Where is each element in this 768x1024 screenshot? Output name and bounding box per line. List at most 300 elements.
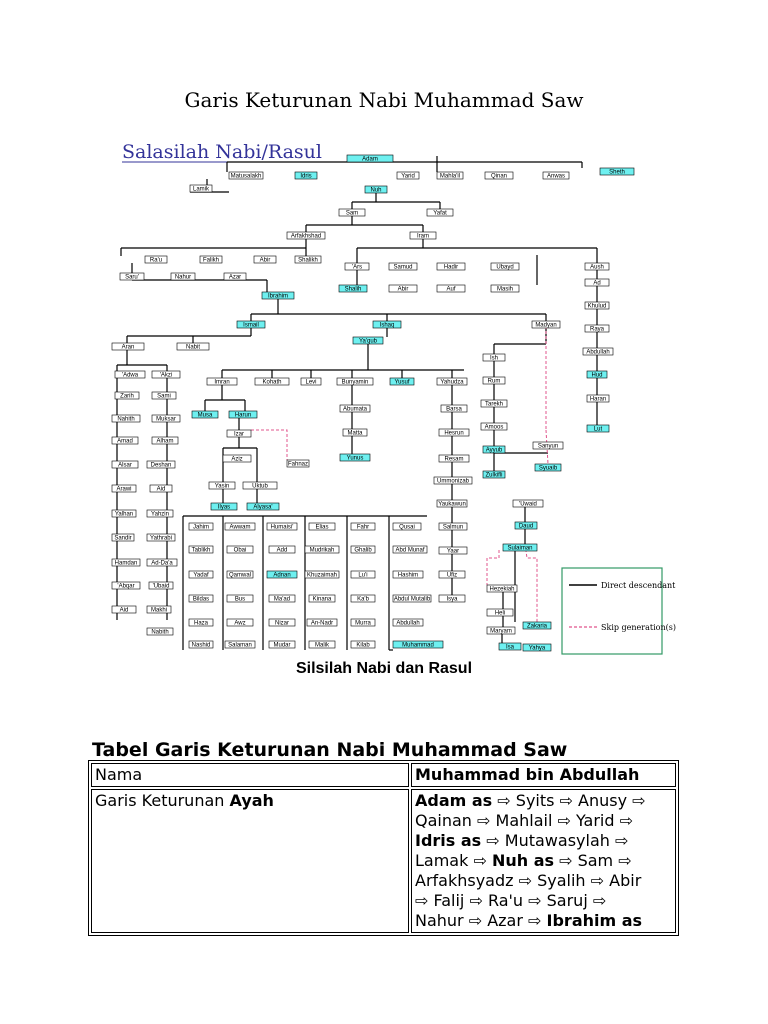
tree-node xyxy=(295,256,321,264)
tree-node-label: Bildas xyxy=(192,596,210,603)
tree-node-label: An-Nadr xyxy=(310,620,334,627)
tree-node xyxy=(393,641,443,649)
tree-node xyxy=(189,619,213,627)
tree-node-label: Yaukawun xyxy=(438,501,466,508)
lineage-line xyxy=(415,891,672,911)
table-title: Tabel Garis Keturunan Nabi Muhammad Saw xyxy=(92,739,568,761)
tree-node-label: Adnan xyxy=(273,572,291,579)
tree-node-label: Ra'u xyxy=(149,257,163,264)
tree-node-label: Yusuf xyxy=(394,379,410,386)
tree-node xyxy=(189,641,213,649)
tree-node xyxy=(112,343,144,351)
tree-node-label: Abd Munaf xyxy=(395,547,425,554)
tree-node-label: Shalih xyxy=(344,286,362,293)
tree-node xyxy=(513,500,543,508)
tree-node-label: Ghalib xyxy=(354,547,372,554)
tree-node-label: Add xyxy=(276,547,288,554)
tree-node xyxy=(351,546,375,554)
tree-node-label: Ishaq xyxy=(379,322,395,329)
tree-node xyxy=(269,619,295,627)
tree-node xyxy=(499,643,521,651)
tree-node-label: Sulaiman xyxy=(507,545,533,552)
tree-node xyxy=(351,641,375,649)
tree-node xyxy=(305,571,339,579)
tree-node xyxy=(365,186,387,194)
family-tree-diagram xyxy=(107,130,677,655)
lineage-text: ⇨ Falij ⇨ Ra'u ⇨ Saruj ⇨ xyxy=(415,891,607,910)
tree-node-label: Iram xyxy=(417,233,429,240)
tree-node-label: 'Uwaid xyxy=(519,501,537,508)
tree-node-label: Tablikh xyxy=(191,547,211,554)
tree-node xyxy=(393,546,427,554)
tree-node xyxy=(243,482,277,490)
tree-node xyxy=(535,464,561,472)
tree-node xyxy=(189,595,213,603)
tree-node xyxy=(439,429,469,437)
tree-node xyxy=(227,595,253,603)
tree-node xyxy=(307,619,337,627)
tree-node-label: Yafat xyxy=(433,210,447,217)
tree-node-label: Falikh xyxy=(202,257,220,264)
tree-node xyxy=(112,534,134,542)
tree-node-label: Resam xyxy=(444,456,464,463)
tree-node-label: Anwas xyxy=(546,173,566,180)
tree-node xyxy=(112,415,140,423)
table-row xyxy=(91,789,676,933)
tree-node-label: Hesrun xyxy=(444,430,464,437)
tree-node-label: Kinana xyxy=(312,596,332,603)
tree-node xyxy=(223,455,251,463)
tree-node-label: Jahim xyxy=(192,524,210,531)
tree-node-label: 'Abqar xyxy=(117,583,135,590)
tree-node xyxy=(600,168,634,176)
tree-node-label: Yahudza xyxy=(440,379,464,386)
tree-node xyxy=(255,378,289,386)
tree-node-label: Bunyamin xyxy=(341,379,369,386)
tree-node xyxy=(481,400,507,408)
lineage-line xyxy=(415,831,672,851)
tree-node-label: Kilab xyxy=(356,642,370,649)
tree-node xyxy=(487,609,513,617)
tree-node-label: Muhammad xyxy=(402,642,434,649)
tree-node xyxy=(112,485,136,493)
tree-node-label: Yadaf xyxy=(193,572,209,579)
tree-node xyxy=(152,371,180,379)
tree-node xyxy=(343,429,367,437)
tree-node xyxy=(147,534,175,542)
tree-node-label: Aid xyxy=(119,607,129,614)
tree-node xyxy=(287,232,325,240)
tree-node-label: Maryam xyxy=(490,628,512,635)
tree-node-label: Mahla'il xyxy=(439,173,461,180)
tree-node-label: Nabith xyxy=(151,629,169,636)
tree-node-label: Makhi xyxy=(150,607,168,614)
tree-node xyxy=(227,546,253,554)
tree-node-label: Syuaib xyxy=(538,465,558,472)
tree-node xyxy=(393,619,423,627)
tree-node xyxy=(229,172,263,180)
tree-node-label: Ilyas xyxy=(217,504,231,511)
tree-node xyxy=(397,172,419,180)
tree-node-label: Ibrahim xyxy=(267,293,289,300)
tree-node xyxy=(439,595,465,603)
tree-node xyxy=(189,523,213,531)
tree-node-label: Hamdan xyxy=(114,560,138,567)
lineage-prophet-name: Idris as xyxy=(415,831,482,850)
tree-node-label: Khulud xyxy=(587,303,607,310)
header-cell-name: Nama xyxy=(91,763,409,787)
tree-node-label: Sami xyxy=(157,393,171,400)
tree-node xyxy=(515,522,537,530)
tree-node xyxy=(353,337,383,345)
tree-node-label: Izar xyxy=(233,431,245,438)
tree-node xyxy=(267,523,297,531)
tree-node xyxy=(523,622,551,630)
tree-node xyxy=(190,185,212,193)
tree-node-label: Isya xyxy=(446,596,458,603)
tree-node xyxy=(147,461,175,469)
tree-node-label: Nahith xyxy=(117,416,135,423)
tree-node xyxy=(147,510,173,518)
lineage-prophet-name: Adam as xyxy=(415,791,493,810)
tree-node-label: Ayyub xyxy=(485,447,503,454)
tree-node-label: Masih xyxy=(496,286,514,293)
tree-node-label: Abir xyxy=(259,257,271,264)
lineage-cell xyxy=(411,789,676,933)
tree-node xyxy=(301,378,321,386)
tree-node-label: 'Adwa xyxy=(121,372,139,379)
tree-node xyxy=(543,172,569,180)
tree-node xyxy=(441,405,467,413)
tree-node-label: Elias xyxy=(315,524,329,531)
tree-node-label: Aran xyxy=(121,344,135,351)
tree-node xyxy=(152,437,178,445)
tree-node xyxy=(410,232,436,240)
lineage-table xyxy=(88,760,679,936)
tree-node-label: Yahya xyxy=(528,645,546,652)
tree-node-label: Fahr xyxy=(356,524,370,531)
tree-node xyxy=(339,285,367,293)
tree-node xyxy=(439,571,465,579)
tree-node xyxy=(437,285,465,293)
tree-node-label: Adam xyxy=(362,156,378,163)
tree-node xyxy=(587,371,607,379)
tree-node xyxy=(112,606,136,614)
tree-node-label: Muksar xyxy=(156,416,176,423)
tree-node-label: Matusalakh xyxy=(230,173,262,180)
tree-node-label: Ad-Da'a xyxy=(151,560,173,567)
tree-node-label: Zarih xyxy=(120,393,134,400)
tree-node-label: Yasin xyxy=(214,483,230,490)
figure-caption: Silsilah Nabi dan Rasul xyxy=(295,660,473,677)
tree-node xyxy=(481,423,507,431)
tree-node-label: Lut xyxy=(593,426,603,433)
tree-node-label: Arfakhshad xyxy=(290,233,322,240)
tree-node-label: Ma'ad xyxy=(273,596,291,603)
lineage-line xyxy=(415,811,672,831)
tree-node xyxy=(225,523,255,531)
tree-node-label: Sanyun xyxy=(537,443,559,450)
tree-node xyxy=(309,641,335,649)
tree-node xyxy=(152,415,180,423)
tree-node-label: Isa xyxy=(505,644,515,651)
tree-nodes xyxy=(112,155,634,652)
legend xyxy=(562,568,676,654)
tree-node xyxy=(340,454,370,462)
tree-node xyxy=(439,547,467,555)
tree-node-label: Aziz xyxy=(231,456,243,463)
tree-node-label: Hadir xyxy=(443,264,459,271)
tree-node xyxy=(487,627,515,635)
tree-node xyxy=(227,430,251,438)
tree-node-label: Sandir xyxy=(114,535,132,542)
tree-node-label: Nahur xyxy=(174,274,192,281)
tree-node-label: Qamwal xyxy=(228,572,252,579)
tree-node xyxy=(267,571,297,579)
header-cell-person: Muhammad bin Abdullah xyxy=(411,763,676,787)
tree-node xyxy=(337,378,373,386)
lineage-text: ⇨ Mutawasylah ⇨ xyxy=(481,831,629,850)
table-header-row xyxy=(91,763,676,787)
tree-node-label: Auf xyxy=(446,286,456,293)
tree-node-label: Imran xyxy=(214,379,230,386)
tree-node-label: Hud xyxy=(591,372,603,379)
tree-node-label: Yalhan xyxy=(114,511,134,518)
tree-node-label: Nizar xyxy=(274,620,290,627)
tree-node-label: Abdullah xyxy=(586,349,610,356)
lineage-text: Qainan ⇨ Mahlail ⇨ Yarid ⇨ xyxy=(415,811,634,830)
tree-node xyxy=(211,503,237,511)
tree-node xyxy=(287,460,309,468)
tree-node-label: 'Ars xyxy=(351,264,363,271)
tree-node-label: Lu'i xyxy=(358,572,368,579)
tree-node xyxy=(437,172,463,180)
tree-node-label: Heli xyxy=(494,610,506,617)
tree-node xyxy=(207,378,237,386)
tree-node-label: Nuh xyxy=(370,187,382,194)
tree-node xyxy=(295,172,317,180)
tree-node-label: Uktub xyxy=(252,483,268,490)
tree-node xyxy=(200,256,222,264)
lineage-text: Lamak ⇨ xyxy=(415,851,492,870)
tree-node xyxy=(485,172,513,180)
tree-node-label: Sheth xyxy=(609,169,625,176)
tree-node xyxy=(247,503,279,511)
tree-node xyxy=(351,571,375,579)
tree-node-label: Yathrabi xyxy=(150,535,172,542)
tree-node-label: 'Ubaid xyxy=(152,583,170,590)
tree-node xyxy=(585,325,609,333)
tree-node xyxy=(587,395,609,403)
tree-node xyxy=(115,371,145,379)
tree-node-label: Mudar xyxy=(273,642,291,649)
tree-node-label: Ish xyxy=(489,355,499,362)
lineage-text: ⇨ Syits ⇨ Anusy ⇨ xyxy=(492,791,646,810)
tree-node xyxy=(189,571,213,579)
tree-node-label: Nabit xyxy=(185,344,201,351)
tree-node xyxy=(483,471,505,479)
tree-node xyxy=(389,263,417,271)
tree-node xyxy=(309,595,335,603)
tree-node xyxy=(147,559,177,567)
tree-node-label: Hezekiah xyxy=(489,586,515,593)
tree-node xyxy=(437,263,465,271)
tree-node-label: Awz xyxy=(234,620,246,627)
tree-node-label: Abdul Mutalib xyxy=(393,596,431,603)
tree-node-label: Qinan xyxy=(490,173,508,180)
tree-node-label: Yaar xyxy=(446,548,460,555)
lineage-line xyxy=(415,871,672,891)
tree-node xyxy=(171,273,195,281)
tree-node xyxy=(439,455,469,463)
tree-node-label: Salmun xyxy=(442,524,464,531)
lineage-text: Arfakhsyadz ⇨ Syalih ⇨ Abir xyxy=(415,871,642,890)
tree-node xyxy=(115,392,139,400)
tree-heading: Salasilah Nabi/Rasul xyxy=(122,141,322,163)
tree-node-label: Idris xyxy=(300,173,312,180)
tree-node xyxy=(427,209,453,217)
tree-node-label: Levi xyxy=(305,379,317,386)
tree-node-label: Salaman xyxy=(228,642,252,649)
lineage-line xyxy=(415,851,672,871)
tree-node-label: 'Akzi xyxy=(159,372,173,379)
tree-node-label: Ad xyxy=(593,280,601,287)
tree-node xyxy=(351,523,375,531)
tree-node xyxy=(393,523,421,531)
tree-node-label: Sam xyxy=(345,210,359,217)
tree-node xyxy=(227,619,253,627)
tree-node xyxy=(437,378,467,386)
tree-node xyxy=(112,510,136,518)
tree-node xyxy=(393,571,423,579)
tree-node xyxy=(269,595,295,603)
tree-node-label: Qusai xyxy=(399,524,415,531)
tree-node xyxy=(112,461,138,469)
tree-node xyxy=(147,628,173,636)
tree-node-label: Shalikh xyxy=(298,257,318,264)
tree-node-label: Azar xyxy=(228,274,242,281)
tree-node-label: Abdullah xyxy=(396,620,420,627)
tree-node xyxy=(437,500,467,508)
tree-node-label: Amoos xyxy=(484,424,504,431)
tree-node xyxy=(145,256,167,264)
tree-node xyxy=(209,482,235,490)
tree-node-label: Murra xyxy=(355,620,371,627)
tree-node-label: Abir xyxy=(397,286,409,293)
tree-node xyxy=(269,641,295,649)
lineage-prophet-name: Ibrahim as xyxy=(546,911,643,930)
legend-direct: Direct descendant xyxy=(601,581,676,590)
tree-node xyxy=(152,392,176,400)
tree-node-label: Yarid xyxy=(401,173,415,180)
tree-node xyxy=(227,571,253,579)
tree-node-label: Nashid xyxy=(191,642,211,649)
tree-node xyxy=(491,285,519,293)
tree-node xyxy=(439,523,467,531)
tree-node xyxy=(177,343,209,351)
tree-node xyxy=(483,446,505,454)
tree-node-label: Alsar xyxy=(118,462,132,469)
tree-node xyxy=(585,263,609,271)
tree-node xyxy=(120,273,144,281)
tree-node-label: Zulkifli xyxy=(485,472,503,479)
tree-node-label: Haza xyxy=(193,620,209,627)
tree-node xyxy=(483,377,505,385)
tree-node xyxy=(585,302,609,310)
tree-node xyxy=(533,442,563,450)
tree-node xyxy=(587,425,609,433)
tree-node xyxy=(237,321,265,329)
tree-node-label: Khuzaimah xyxy=(306,572,338,579)
tree-node-label: Alham xyxy=(156,438,174,445)
tree-node xyxy=(389,285,417,293)
tree-node-label: Rum xyxy=(487,378,501,385)
tree-node xyxy=(487,585,517,593)
tree-node-label: Yunus xyxy=(346,455,364,462)
row-label-cell xyxy=(91,789,409,933)
tree-node-label: Malik xyxy=(314,642,330,649)
tree-node-label: Ka'b xyxy=(357,596,369,603)
tree-node-label: Ya'qub xyxy=(358,338,378,345)
tree-node xyxy=(345,263,369,271)
lineage-line xyxy=(415,791,672,811)
tree-node xyxy=(192,411,218,419)
tree-node xyxy=(229,411,257,419)
tree-node-label: Barsa xyxy=(446,406,462,413)
lineage-text: ⇨ Sam ⇨ xyxy=(554,851,632,870)
tree-node xyxy=(491,263,519,271)
tree-node-label: Yahzin xyxy=(151,511,169,518)
tree-node-label: Ummonizab xyxy=(436,478,470,485)
tree-node xyxy=(583,348,613,356)
tree-node-label: Aid xyxy=(156,486,166,493)
tree-node xyxy=(347,155,393,163)
tree-node-label: Aush xyxy=(590,264,604,271)
lineage-line xyxy=(415,911,672,931)
tree-node-label: Awwam xyxy=(229,524,251,531)
tree-node-label: Zakaria xyxy=(526,623,548,630)
tree-node-label: Fahnaz xyxy=(287,461,309,468)
tree-node-label: Musa xyxy=(197,412,213,419)
tree-node-label: Humaisi' xyxy=(270,524,294,531)
page-title: Garis Keturunan Nabi Muhammad Saw xyxy=(184,88,584,112)
tree-node-label: Harun xyxy=(234,412,252,419)
tree-node-label: Ubayd xyxy=(496,264,514,271)
tree-node xyxy=(112,437,138,445)
tree-node xyxy=(503,544,537,552)
tree-node-label: Kohath xyxy=(262,379,282,386)
tree-node xyxy=(532,321,560,329)
tree-node-label: Amad xyxy=(117,438,133,445)
tree-node xyxy=(339,209,365,217)
tree-node xyxy=(393,595,431,603)
tree-node-label: Deshan xyxy=(150,462,172,469)
tree-node xyxy=(112,582,140,590)
tree-node-label: Abumata xyxy=(342,406,368,413)
tree-node xyxy=(305,546,339,554)
tree-node-label: Mudrikah xyxy=(309,547,335,554)
tree-node-label: Daud xyxy=(518,523,534,530)
tree-node xyxy=(390,378,414,386)
tree-node-label: Madyan xyxy=(535,322,557,329)
tree-node-label: Haran xyxy=(589,396,607,403)
tree-node-label: Ismail xyxy=(243,322,259,329)
tree-node xyxy=(224,273,246,281)
tree-node-label: Saru' xyxy=(125,274,139,281)
tree-node xyxy=(585,279,609,287)
tree-node xyxy=(523,644,551,652)
tree-node xyxy=(351,595,375,603)
